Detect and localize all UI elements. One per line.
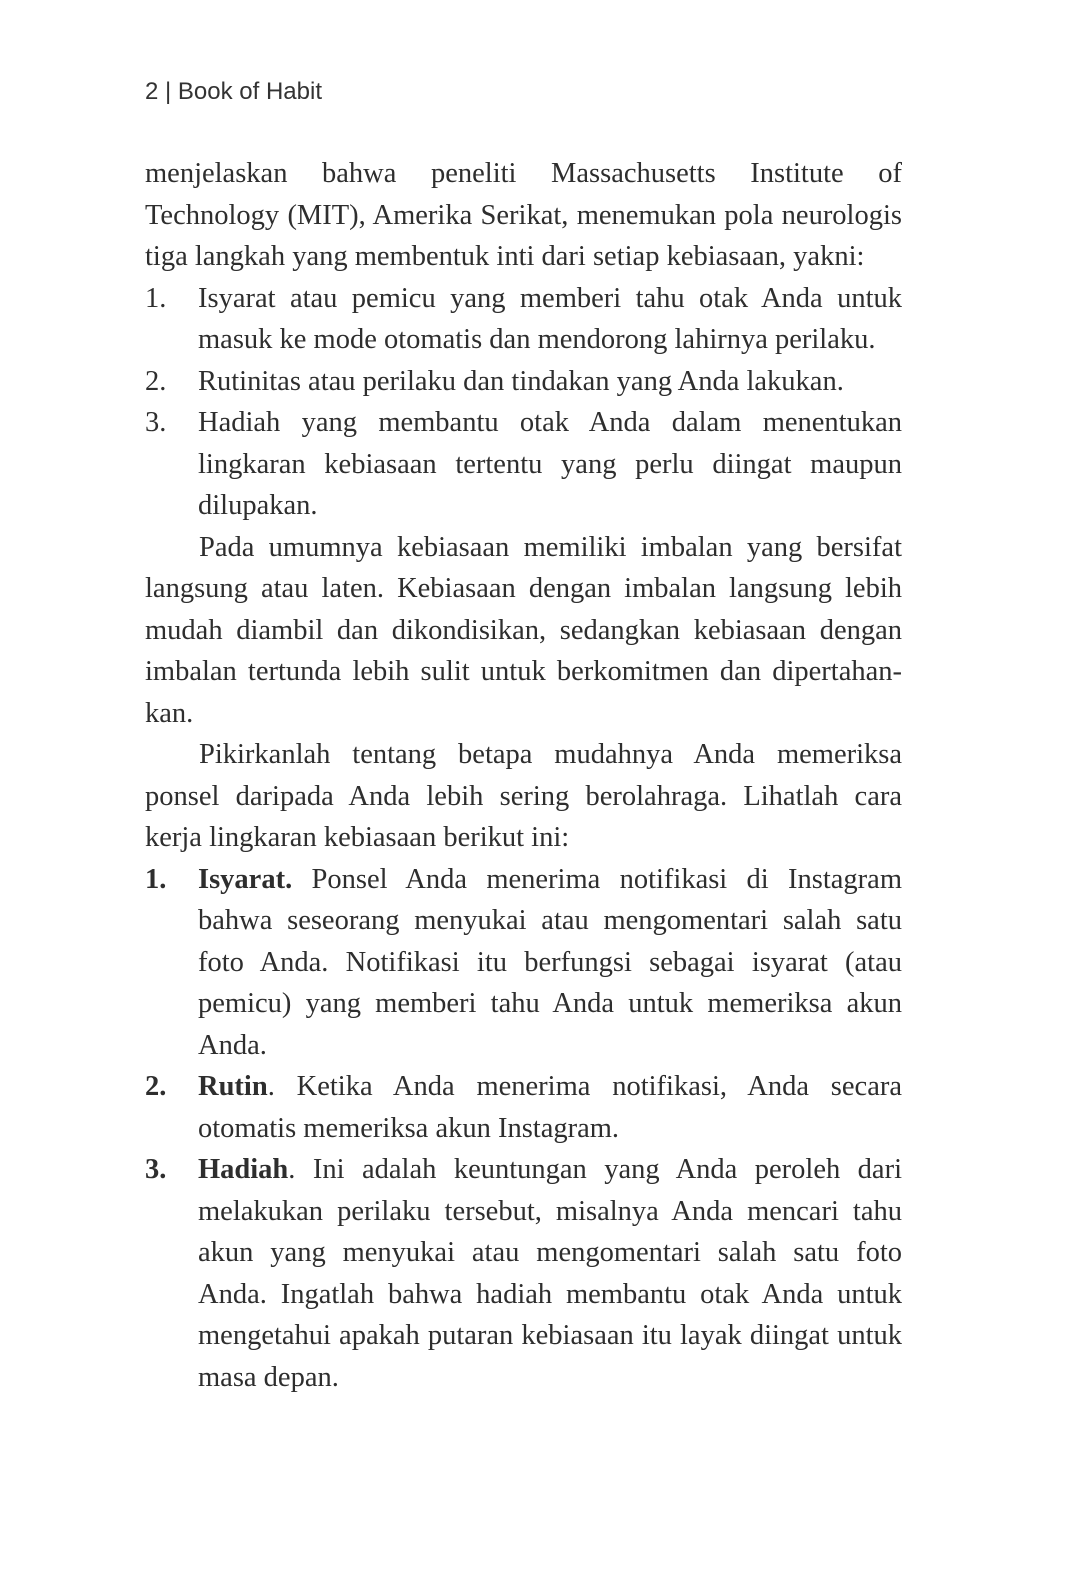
list-item-text: Isyarat atau pemicu yang memberi tahu otak Anda untuk masuk ke mode otomatis dan mendorong lahirnya perilaku. [198,282,902,355]
paragraph-phone-example: Pikirkanlah tentang betapa mudahnya Anda memeriksa ponsel daripada Anda lebih sering berolahraga. Lihatlah cara kerja lingkaran kebiasaan berikut ini: [145,739,902,853]
list-item [145,402,902,527]
list-item-term: Rutin [198,1071,268,1102]
list-item-text: . Ketika Anda menerima notifikasi, Anda secara otomatis memeriksa akun Instagram. [198,1071,902,1144]
list-item-text: Rutinitas atau perilaku dan tindakan yang Anda lakukan. [198,365,844,397]
list-item-text: Ponsel Anda menerima notifikasi di Instagram bahwa seseorang menyukai atau mengomentari salah satu foto Anda. Notifikasi itu berfungsi sebagai isyarat (atau pemicu) yang memberi tahu Anda untuk memeriksa akun Anda. [198,863,902,1061]
list-item-text: Hadiah yang membantu otak Anda dalam menentukan lingkaran kebiasaan tertentu yang perlu diingat maupun dilupakan. [198,407,902,521]
list-item [145,859,902,1067]
list-item-number: 1. [145,282,167,314]
page-body [145,153,902,1398]
list-item-number: 3. [145,407,167,438]
list-item-text: . Ini adalah keuntungan yang Anda peroleh dari melakukan perilaku tersebut, misalnya Anda mencari tahu akun yang menyukai atau mengomentari salah satu foto Anda. Ingatlah bahwa hadiah membantu otak Anda untuk mengetahui apakah putaran kebiasaan itu layak diingat untuk masa depan. [198,1154,902,1393]
list-item [145,278,902,361]
list-item-number: 3. [145,1154,167,1185]
list-item-term: Isyarat. [198,863,293,895]
list-item-number: 1. [145,863,167,895]
list-item-number: 2. [145,365,167,397]
list-item [145,361,902,403]
list-item [145,1066,902,1149]
paragraph-rewards: Pada umumnya kebiasaan memiliki imbalan yang bersifat langsung atau laten. Kebiasaan dengan imbalan langsung lebih mudah diambil dan dikondisikan, sedangkan kebiasaan dengan imbalan tertunda lebih sulit untuk berkomitmen dan dipertahankan. [145,531,902,729]
list-item [145,1149,902,1398]
habit-loop-example-list [145,859,902,1399]
running-head: 2 | Book of Habit [145,78,322,105]
list-item-number: 2. [145,1071,167,1102]
habit-steps-list [145,278,902,527]
list-item-term: Hadiah [198,1154,289,1185]
intro-paragraph: menjelaskan bahwa peneliti Massachusetts Institute of Technology (MIT), Amerika Serikat, menemukan pola neurologis tiga langkah yang membentuk inti dari setiap kebiasaan, yakni: [145,158,902,272]
